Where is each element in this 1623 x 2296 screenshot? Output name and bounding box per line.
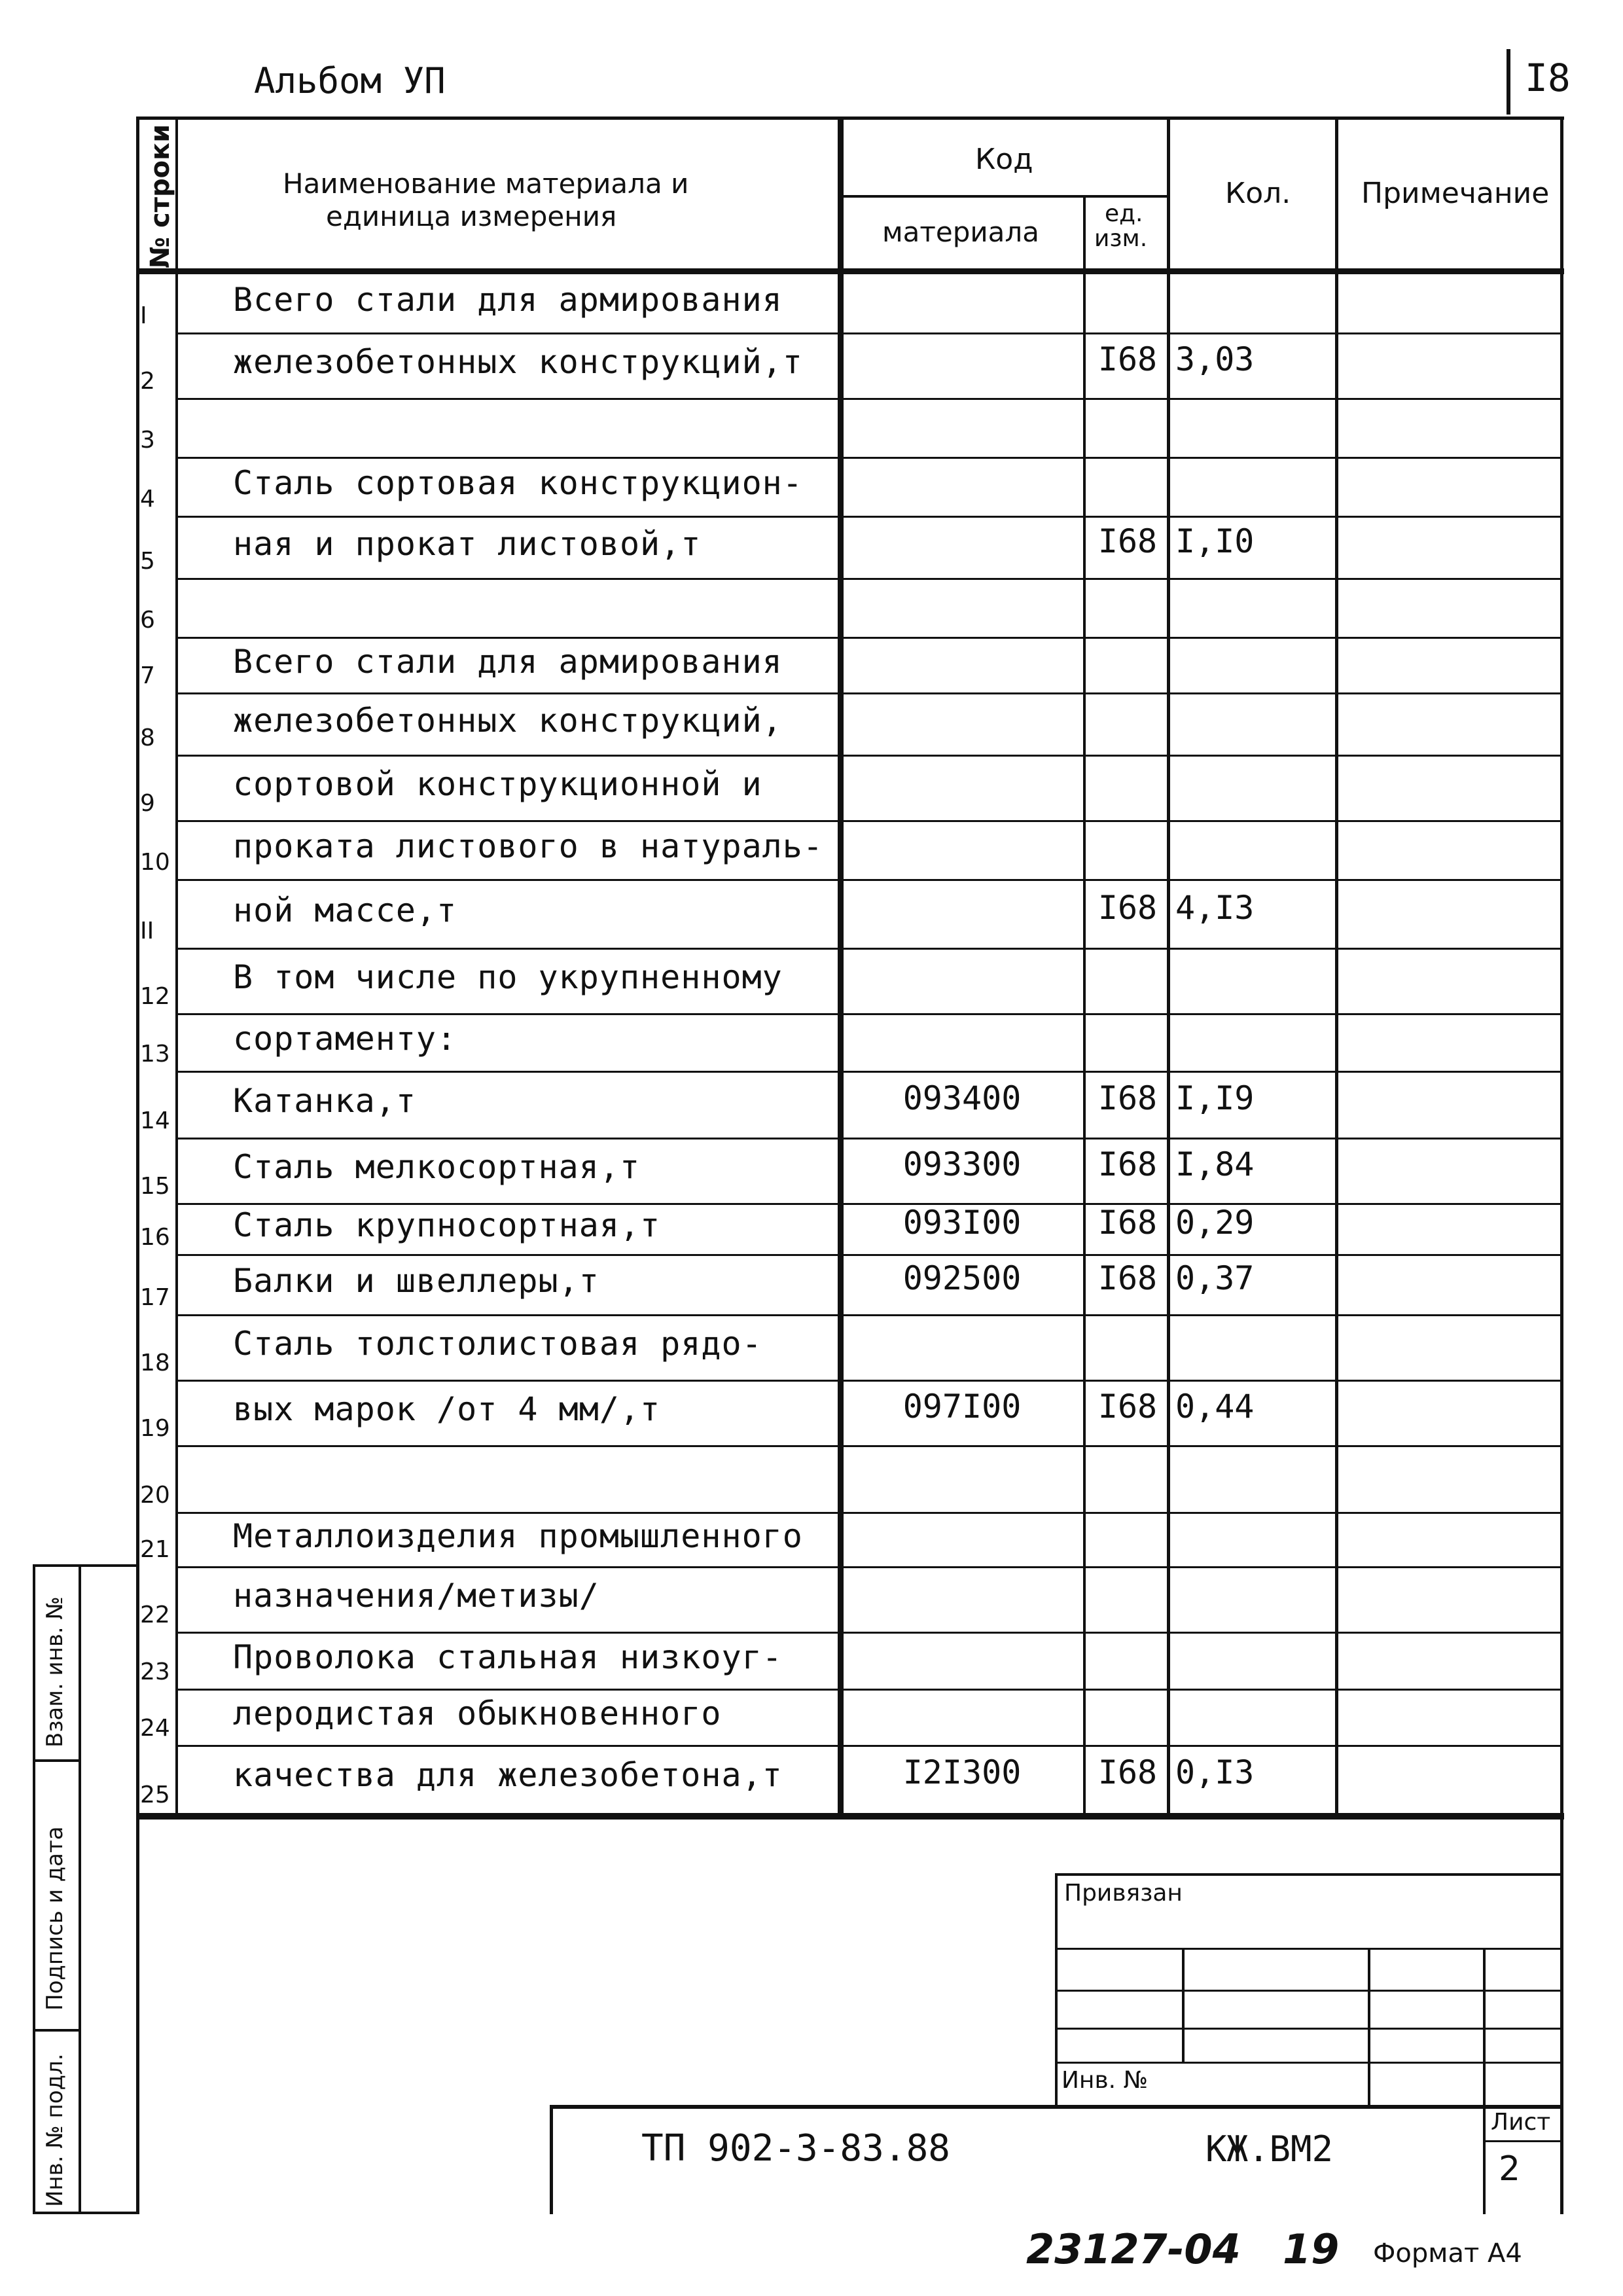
row-quantity: 3,03 <box>1175 340 1255 378</box>
row-code-unit: I68 <box>1097 888 1158 927</box>
row-number: 8 <box>140 725 155 751</box>
row-number: 12 <box>140 983 170 1010</box>
row-number: 2 <box>140 368 155 395</box>
row-number: 9 <box>140 790 155 817</box>
row-separator <box>175 692 1563 694</box>
row-number: 3 <box>140 427 155 454</box>
row-name: В том числе по укрупненному <box>233 958 783 996</box>
stamp-privyazan: Привязан <box>1064 1880 1183 1907</box>
row-name: Сталь мелкосортная,т <box>233 1148 641 1186</box>
sheet-label: Лист <box>1491 2109 1551 2136</box>
row-quantity: I,84 <box>1175 1145 1255 1183</box>
row-code-unit: I68 <box>1097 1259 1158 1297</box>
row-separator <box>175 820 1563 822</box>
row-number: 18 <box>140 1350 170 1376</box>
row-separator <box>175 1512 1563 1514</box>
row-name: вых марок /от 4 мм/,т <box>233 1390 661 1428</box>
row-name: проката листового в натураль- <box>233 827 823 865</box>
row-name: Проволока стальная низкоуг- <box>233 1638 783 1676</box>
side-label-podpis: Подпись и дата <box>42 1826 68 2011</box>
row-separator <box>175 398 1563 400</box>
row-separator <box>175 1314 1563 1316</box>
row-name: ная и прокат листовой,т <box>233 524 702 563</box>
row-separator <box>175 332 1563 334</box>
row-separator <box>175 1071 1563 1073</box>
row-number: 5 <box>140 548 155 575</box>
row-code-unit: I68 <box>1097 340 1158 378</box>
row-name: качества для железобетона,т <box>233 1756 783 1794</box>
row-separator <box>175 578 1563 580</box>
row-code-material: 093400 <box>902 1079 1022 1117</box>
row-number: 15 <box>140 1173 170 1200</box>
header-name-unit: единица измерения <box>326 200 617 232</box>
header-note: Примечание <box>1361 177 1550 210</box>
row-separator <box>175 1632 1563 1634</box>
row-name: железобетонных конструкций,т <box>233 343 803 381</box>
side-label-inv: Инв. № подл. <box>42 2053 68 2207</box>
row-number: 7 <box>140 662 155 689</box>
header-row-no: № строки <box>145 124 175 268</box>
row-number: 16 <box>140 1224 170 1251</box>
row-name: сортовой конструкционной и <box>233 765 762 803</box>
row-name: Всего стали для армирования <box>233 280 783 319</box>
row-code-unit: I68 <box>1097 1388 1158 1426</box>
row-number: 17 <box>140 1284 170 1311</box>
album-title: Альбом УП <box>254 60 446 101</box>
row-name: Сталь крупносортная,т <box>233 1206 661 1244</box>
row-number: 19 <box>140 1415 170 1442</box>
header-qty: Кол. <box>1225 177 1291 210</box>
row-name: Всего стали для армирования <box>233 642 783 681</box>
row-code-unit: I68 <box>1097 1753 1158 1791</box>
row-number: 13 <box>140 1041 170 1067</box>
row-quantity: 0,37 <box>1175 1259 1255 1297</box>
row-name: леродистая обыкновенного <box>233 1695 722 1732</box>
header-code-unit2: изм. <box>1094 225 1148 252</box>
handwritten-number-2: 19 <box>1283 2225 1340 2273</box>
row-name: Металлоизделия промышленного <box>233 1516 803 1555</box>
row-number: 25 <box>140 1782 170 1808</box>
row-name: Сталь сортовая конструкцион- <box>233 464 803 502</box>
row-number: II <box>140 918 154 944</box>
row-separator <box>175 879 1563 881</box>
row-separator <box>175 516 1563 518</box>
row-number: 14 <box>140 1107 170 1134</box>
row-separator <box>175 457 1563 459</box>
sheet-number: 2 <box>1499 2149 1521 2189</box>
row-number: 24 <box>140 1715 170 1742</box>
row-number: I <box>140 302 147 329</box>
header-code-unit: ед. <box>1105 200 1143 227</box>
row-code-unit: I68 <box>1097 1204 1158 1242</box>
row-number: 6 <box>140 607 155 634</box>
row-number: 10 <box>140 849 170 876</box>
row-separator <box>175 1380 1563 1382</box>
row-code-material: 093300 <box>902 1145 1022 1183</box>
format-label: Формат А4 <box>1373 2238 1522 2269</box>
row-name: железобетонных конструкций, <box>233 701 783 740</box>
row-separator <box>175 1254 1563 1256</box>
row-number: 21 <box>140 1536 170 1563</box>
row-separator <box>175 1745 1563 1747</box>
row-code-material: 093I00 <box>902 1204 1022 1242</box>
side-label-vzam: Взам. инв. № <box>42 1596 68 1748</box>
row-code-material: 092500 <box>902 1259 1022 1297</box>
row-separator <box>175 637 1563 639</box>
handwritten-number: 23127-04 <box>1026 2225 1241 2273</box>
row-name: Катанка,т <box>233 1082 416 1120</box>
row-number: 23 <box>140 1659 170 1685</box>
stamp-inv-no: Инв. № <box>1061 2067 1149 2094</box>
row-number: 4 <box>140 486 155 512</box>
side-strip-border <box>33 1564 35 2214</box>
row-quantity: 0,I3 <box>1175 1753 1255 1791</box>
page-number-divider <box>1507 49 1510 115</box>
row-name: сортаменту: <box>233 1020 457 1058</box>
row-code-unit: I68 <box>1097 1145 1158 1183</box>
row-quantity: I,I9 <box>1175 1079 1255 1117</box>
row-number: 20 <box>140 1482 170 1509</box>
row-separator <box>175 1445 1563 1447</box>
header-code-material: материала <box>882 216 1040 248</box>
row-name: назначения/метизы/ <box>233 1577 599 1615</box>
row-quantity: 0,29 <box>1175 1204 1255 1242</box>
row-name: Балки и швеллеры,т <box>233 1262 599 1300</box>
row-separator <box>175 1566 1563 1568</box>
row-quantity: I,I0 <box>1175 522 1255 560</box>
row-code-material: I2I300 <box>902 1753 1022 1791</box>
doc-code: ТП 902-3-83.88 <box>641 2127 951 2170</box>
row-quantity: 0,44 <box>1175 1388 1255 1426</box>
row-separator <box>175 1138 1563 1139</box>
row-separator <box>175 1013 1563 1015</box>
doc-mark: КЖ.ВМ2 <box>1205 2128 1334 2170</box>
row-code-unit: I68 <box>1097 1079 1158 1117</box>
row-separator <box>175 1689 1563 1691</box>
row-code-unit: I68 <box>1097 522 1158 560</box>
header-code: Код <box>975 143 1033 176</box>
row-separator <box>175 755 1563 757</box>
row-name: ной массе,т <box>233 891 457 929</box>
header-name: Наименование материала и <box>283 168 689 200</box>
page-number: I8 <box>1525 56 1571 100</box>
row-name: Сталь толстолистовая рядо- <box>233 1325 762 1363</box>
row-number: 22 <box>140 1602 170 1628</box>
row-code-material: 097I00 <box>902 1388 1022 1426</box>
row-separator <box>175 948 1563 950</box>
row-quantity: 4,I3 <box>1175 888 1255 927</box>
